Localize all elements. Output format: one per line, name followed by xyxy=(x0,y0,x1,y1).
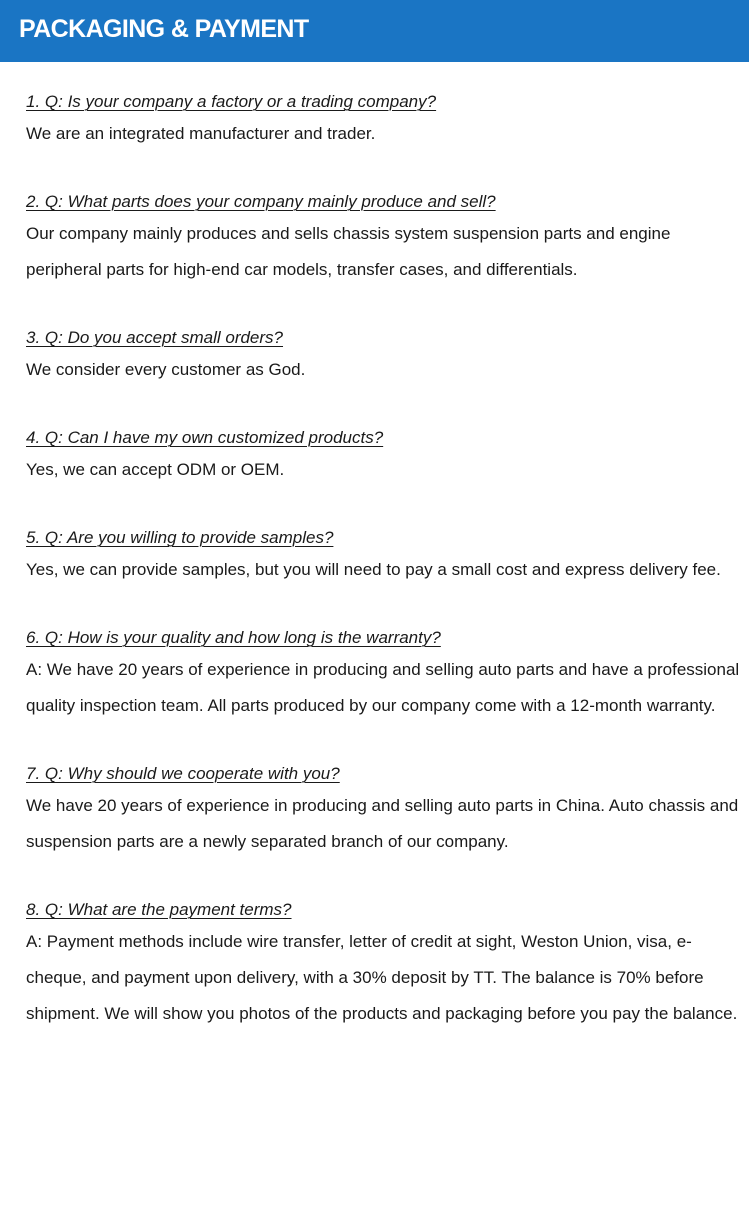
page-title: PACKAGING & PAYMENT xyxy=(19,15,309,43)
faq-answer: Yes, we can accept ODM or OEM. xyxy=(26,460,285,479)
faq-question: 8. Q: What are the payment terms? xyxy=(26,900,292,919)
faq-question: 6. Q: How is your quality and how long is the warranty? xyxy=(26,628,441,647)
faq-answer: Yes, we can provide samples, but you will need to pay a small cost and express delivery fee. xyxy=(26,560,721,579)
faq-item-2 xyxy=(26,188,741,288)
faq-question: 7. Q: Why should we cooperate with you? xyxy=(26,764,340,783)
faq-item-3 xyxy=(26,324,741,388)
faq-item-4 xyxy=(26,424,741,488)
faq-item-5 xyxy=(26,524,741,588)
faq-item-6 xyxy=(26,624,741,724)
faq-item-1 xyxy=(26,88,741,152)
faq-item-7 xyxy=(26,760,741,860)
faq-answer: We are an integrated manufacturer and trader. xyxy=(26,124,376,143)
faq-question: 5. Q: Are you willing to provide samples? xyxy=(26,528,334,547)
faq-item-8 xyxy=(26,896,741,1032)
header-banner xyxy=(0,0,749,62)
faq-question: 1. Q: Is your company a factory or a trading company? xyxy=(26,92,437,111)
faq-question: 2. Q: What parts does your company mainly produce and sell? xyxy=(26,192,496,211)
faq-answer: A: Payment methods include wire transfer, letter of credit at sight, Weston Union, visa, e-cheque, and payment upon delivery, with a 30% deposit by TT. The balance is 70% before shipment. We will show you photos of the products and packaging before you pay the balance. xyxy=(26,932,738,1023)
faq-answer: We have 20 years of experience in producing and selling auto parts in China. Auto chassis and suspension parts are a newly separated branch of our company. xyxy=(26,796,739,851)
faq-question: 4. Q: Can I have my own customized products? xyxy=(26,428,384,447)
faq-answer: Our company mainly produces and sells chassis system suspension parts and engine peripheral parts for high-end car models, transfer cases, and differentials. xyxy=(26,224,671,279)
faq-list xyxy=(26,88,741,1068)
faq-question: 3. Q: Do you accept small orders? xyxy=(26,328,284,347)
faq-answer: We consider every customer as God. xyxy=(26,360,306,379)
faq-answer: A: We have 20 years of experience in producing and selling auto parts and have a professional quality inspection team. All parts produced by our company come with a 12-month warranty. xyxy=(26,660,740,715)
